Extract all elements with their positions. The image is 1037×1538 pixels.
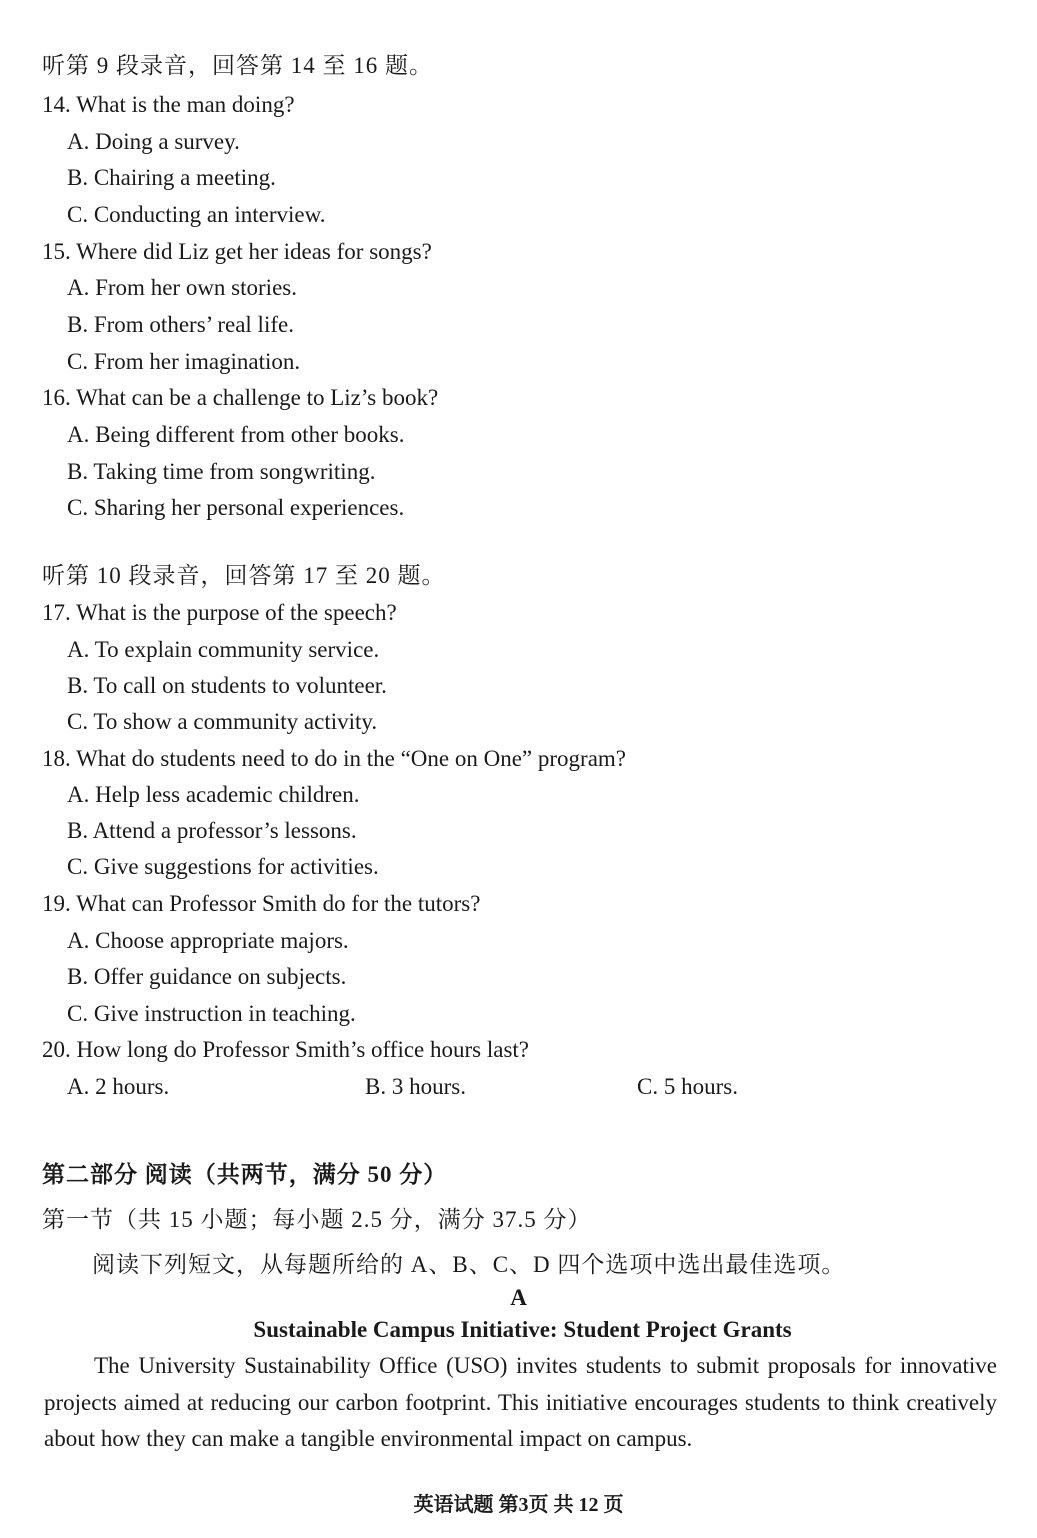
question-17-stem: 17. What is the purpose of the speech? [42, 600, 397, 625]
question-18-option-c: C. Give suggestions for activities. [67, 854, 379, 879]
question-20-option-b: B. 3 hours. [365, 1074, 466, 1099]
question-14-option-c: C. Conducting an interview. [67, 202, 326, 227]
question-14-stem: 14. What is the man doing? [42, 92, 295, 117]
passage-title: Sustainable Campus Initiative: Student Project Grants [253, 1317, 792, 1342]
question-16-option-b: B. Taking time from songwriting. [67, 459, 376, 484]
question-19-option-b: B. Offer guidance on subjects. [67, 964, 347, 989]
question-16-option-a: A. Being different from other books. [67, 422, 405, 447]
question-18-stem: 18. What do students need to do in the “One on One” program? [42, 746, 627, 771]
question-17-option-c: C. To show a community activity. [67, 709, 378, 734]
question-19-stem: 19. What can Professor Smith do for the tutors? [42, 891, 481, 916]
passage-letter: A [510, 1285, 527, 1310]
section-9-instruction: 听第 9 段录音，回答第 14 至 16 题。 [42, 53, 433, 78]
question-17-option-a: A. To explain community service. [67, 637, 380, 662]
question-19-option-a: A. Choose appropriate majors. [67, 928, 349, 953]
part-2-section-1-heading: 第一节（共 15 小题；每小题 2.5 分，满分 37.5 分） [42, 1207, 592, 1232]
passage-paragraph: The University Sustainability Office (USO) invites students to submit proposals for innovative projects aimed at reducing our carbon footprint. This initiative encourages students to think creatively about how they can make a tangible environmental impact on campus. [44, 1353, 997, 1451]
question-15-stem: 15. Where did Liz get her ideas for songs? [42, 239, 432, 264]
question-20-option-c: C. 5 hours. [637, 1074, 738, 1099]
question-15-option-c: C. From her imagination. [67, 349, 301, 374]
question-18-option-b: B. Attend a professor’s lessons. [67, 818, 357, 843]
page-footer: 英语试题 第3页 共 12 页 [413, 1494, 624, 1516]
question-20-options [67, 1072, 867, 1102]
question-17-option-b: B. To call on students to volunteer. [67, 673, 387, 698]
question-14-option-b: B. Chairing a meeting. [67, 165, 276, 190]
part-2-instruction: 阅读下列短文，从每题所给的 A、B、C、D 四个选项中选出最佳选项。 [92, 1252, 846, 1277]
question-20-stem: 20. How long do Professor Smith’s office hours last? [42, 1037, 530, 1062]
question-16-option-c: C. Sharing her personal experiences. [67, 495, 405, 520]
question-19-option-c: C. Give instruction in teaching. [67, 1001, 356, 1026]
part-2-heading: 第二部分 阅读（共两节，满分 50 分） [42, 1162, 448, 1187]
question-18-option-a: A. Help less academic children. [67, 782, 360, 807]
question-15-option-b: B. From others’ real life. [67, 312, 294, 337]
question-15-option-a: A. From her own stories. [67, 275, 297, 300]
section-10-instruction: 听第 10 段录音，回答第 17 至 20 题。 [42, 563, 446, 588]
question-20-option-a: A. 2 hours. [67, 1074, 170, 1099]
question-16-stem: 16. What can be a challenge to Liz’s book? [42, 385, 439, 410]
question-14-option-a: A. Doing a survey. [67, 129, 240, 154]
